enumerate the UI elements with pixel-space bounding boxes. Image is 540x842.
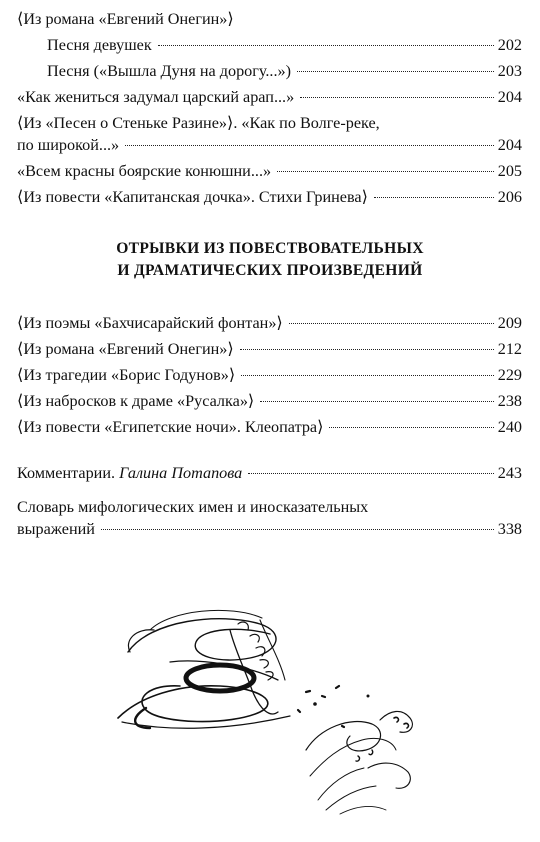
toc-entry-title: ⟨Из повести «Капитанская дочка». Стихи Гринева⟩	[17, 188, 368, 206]
dot-leader	[374, 197, 494, 198]
dot-leader	[277, 171, 494, 172]
toc-entry-title-continued: по широкой...»	[17, 136, 120, 154]
dot-leader	[101, 529, 494, 530]
toc-entry-title: ⟨Из романа «Евгений Онегин»⟩	[17, 10, 234, 28]
toc-entry-page: 205	[497, 162, 522, 180]
toc-entry	[17, 338, 522, 360]
dot-leader	[297, 71, 494, 72]
dot-leader	[158, 45, 494, 46]
toc-entry-page: 229	[497, 366, 522, 384]
toc-entry-title: ⟨Из поэмы «Бахчисарайский фонтан»⟩	[17, 314, 283, 332]
toc-entry	[17, 390, 522, 412]
toc-entry-page: 204	[497, 136, 522, 154]
toc-entry-commentary	[17, 462, 522, 484]
toc-entry-title: Словарь мифологических имен и иносказательных	[17, 498, 369, 516]
toc-entry	[17, 160, 522, 182]
toc-entry-title: Песня девушек	[47, 36, 152, 54]
toc-entry-title-continued: выражений	[17, 520, 95, 538]
commentary-label: Комментарии.	[17, 464, 116, 482]
dot-leader	[260, 401, 493, 402]
toc-entry-page: 202	[497, 36, 522, 54]
toc-entry	[47, 34, 522, 56]
toc-entry	[17, 312, 522, 334]
toc-entry	[17, 186, 522, 208]
toc-entry	[47, 60, 522, 82]
dot-leader	[240, 349, 494, 350]
toc-entry-title: ⟨Из трагедии «Борис Годунов»⟩	[17, 366, 236, 384]
commentary-author: Галина Потапова	[119, 464, 243, 482]
dot-leader	[248, 473, 493, 474]
section-heading-line: И ДРАМАТИЧЕСКИХ ПРОИЗВЕДЕНИЙ	[117, 262, 423, 279]
dot-leader	[241, 375, 494, 376]
toc-entry-page: 243	[497, 464, 522, 482]
toc-entry	[17, 86, 522, 108]
toc-entry-title: ⟨Из повести «Египетские ночи». Клеопатра⟩	[17, 418, 324, 436]
toc-entry	[17, 416, 522, 438]
dot-leader	[329, 427, 493, 428]
toc-entry-title: Песня («Вышла Дуня на дорогу...»)	[47, 62, 291, 80]
section-heading-line: ОТРЫВКИ ИЗ ПОВЕСТВОВАТЕЛЬНЫХ	[116, 240, 424, 257]
section-heading	[0, 238, 540, 282]
toc-entry-page: 206	[497, 188, 522, 206]
toc-entry-page: 338	[497, 520, 522, 538]
toc-entry-page: 240	[497, 418, 522, 436]
dot-leader	[300, 97, 494, 98]
toc-entry	[17, 8, 522, 30]
dot-leader	[125, 145, 494, 146]
toc-entry	[17, 112, 522, 156]
pushkin-signature-flourish-icon	[110, 600, 440, 830]
toc-entry-title: ⟨Из набросков к драме «Русалка»⟩	[17, 392, 255, 410]
toc-entry-title: «Всем красны боярские конюшни...»	[17, 162, 272, 180]
toc-entry-title: ⟨Из «Песен о Стеньке Разине»⟩. «Как по Волге-реке,	[17, 114, 380, 132]
toc-entry-title: ⟨Из романа «Евгений Онегин»⟩	[17, 340, 234, 358]
toc-entry-page: 209	[497, 314, 522, 332]
dot-leader	[289, 323, 494, 324]
toc-entry-title: «Как жениться задумал царский арап...»	[17, 88, 295, 106]
toc-entry-page: 203	[497, 62, 522, 80]
toc-entry-page: 212	[497, 340, 522, 358]
toc-entry-page: 204	[497, 88, 522, 106]
toc-entry-dictionary	[17, 496, 522, 540]
toc-entry-page: 238	[497, 392, 522, 410]
toc-entry	[17, 364, 522, 386]
